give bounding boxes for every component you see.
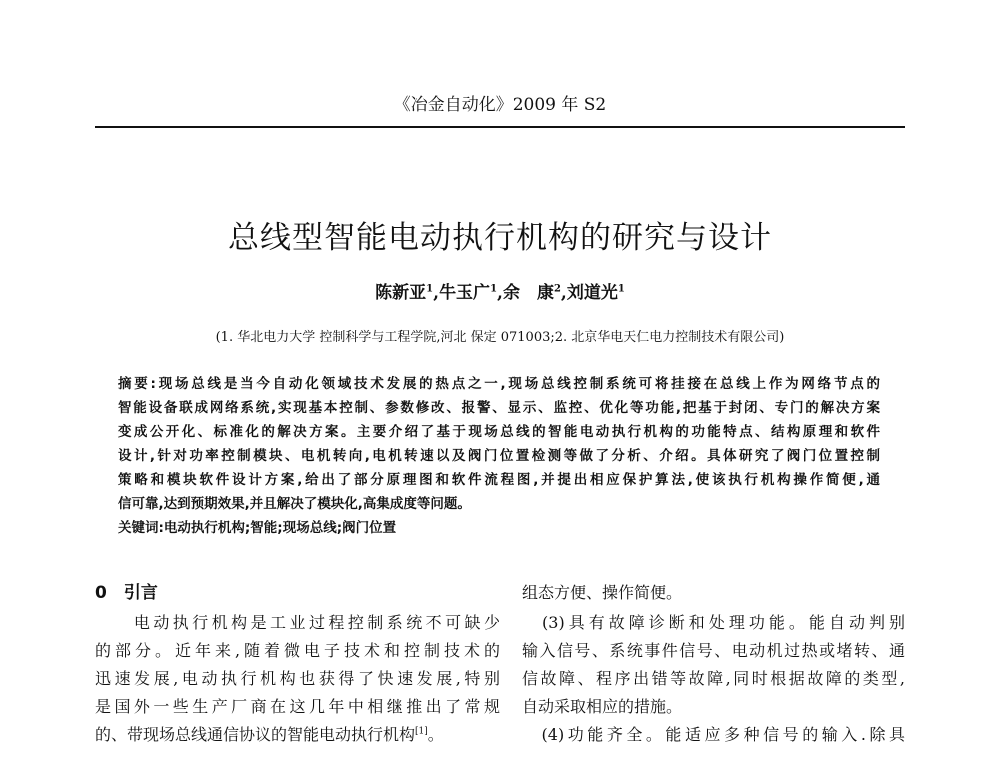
- body-line: 的部分。近年来,随着微电子技术和控制技术的: [95, 641, 500, 660]
- author-list: [0, 278, 1000, 303]
- author-affiliation-mark: 1: [490, 283, 498, 295]
- keywords: 关键词:电动执行机构;智能;现场总线;阀门位置: [118, 520, 397, 536]
- body-line: 组态方便、操作简便。: [522, 583, 683, 602]
- author: 牛玉广: [439, 283, 491, 303]
- author: 陈新亚: [375, 283, 427, 303]
- separator: ,: [433, 283, 440, 303]
- author-affiliation-mark: 1: [617, 283, 625, 295]
- body-line: 迅速发展,电动执行机构也获得了快速发展,特别: [95, 669, 500, 688]
- body-text: 的、带现场总线通信协议的智能电动执行机构: [95, 725, 416, 744]
- body-text: 。: [427, 725, 444, 744]
- author-affiliation-mark: 1: [426, 283, 434, 295]
- abstract-line: 摘要:现场总线是当今自动化领域技术发展的热点之一,现场总线控制系统可将挂接在总线上作为网络节点的: [118, 376, 880, 392]
- section-heading: 0 引言: [95, 583, 158, 603]
- abstract-line: 信可靠,达到预期效果,并且解决了模块化,高集成度等问题。: [118, 496, 471, 512]
- abstract-line: 智能设备联成网络系统,实现基本控制、参数修改、报警、显示、监控、优化等功能,把基于封闭、专门的解决方案: [118, 400, 880, 416]
- body-line: (4)功能齐全。能适应多种信号的输入.除具: [522, 725, 905, 744]
- author: 余 康: [502, 283, 554, 303]
- abstract-line: 策略和模块软件设计方案,给出了部分原理图和软件流程图,并提出相应保护算法,使该执行机构操作简便,通: [118, 472, 880, 488]
- separator: ,: [497, 283, 503, 303]
- separator: ,: [560, 283, 567, 303]
- paper-title: 总线型智能电动执行机构的研究与设计: [228, 220, 772, 256]
- abstract-line: 变成公开化、标准化的解决方案。主要介绍了基于现场总线的智能电动执行机构的功能特点、结构原理和软件: [118, 424, 880, 440]
- author: 刘道光: [566, 283, 618, 303]
- citation[interactable]: [1]: [415, 726, 428, 737]
- body-line: 自动采取相应的措施。: [522, 697, 683, 716]
- body-line: (3)具有故障诊断和处理功能。能自动判别: [522, 613, 905, 632]
- body-line: 输入信号、系统事件信号、电动机过热或堵转、通: [522, 641, 905, 660]
- journal-header: 《冶金自动化》2009 年 S2: [393, 95, 607, 115]
- author-affiliation-mark: 2: [553, 283, 561, 295]
- body-line: 信故障、程序出错等故障,同时根据故障的类型,: [522, 669, 905, 688]
- body-line: 电动执行机构是工业过程控制系统不可缺少: [95, 613, 500, 632]
- body-line: [95, 722, 444, 745]
- body-line: 是国外一些生产厂商在这几年中相继推出了常规: [95, 697, 500, 716]
- abstract-line: 设计,针对功率控制模块、电机转向,电机转速以及阀门位置检测等做了分析、介绍。具体研究了阀门位置控制: [118, 448, 880, 464]
- affiliation: (1. 华北电力大学 控制科学与工程学院,河北 保定 071003;2. 北京华电天仁电力控制技术有限公司): [215, 330, 785, 345]
- header-rule: [95, 126, 905, 128]
